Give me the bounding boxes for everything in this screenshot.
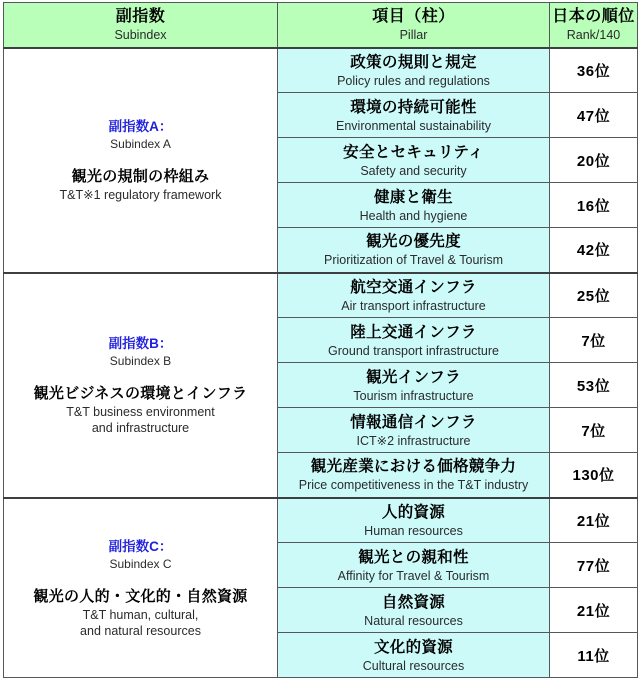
subindex-tag-ja: 副指数B： [108,336,173,351]
subindex-cell-b [4,273,278,498]
subindex-title-en-line: T&T※1 regulatory framework [59,188,222,202]
table-row [4,273,638,318]
subindex-title-en-line: T&T business environment [66,405,215,419]
pillar-name-en: Policy rules and regulations [337,73,490,88]
column-header-pillar-ja: 項目（柱） [372,7,455,25]
pillar-name-en: Affinity for Travel & Tourism [337,568,490,583]
pillar-name-ja: 観光インフラ [366,368,461,386]
subindex-tag-ja: 副指数C： [108,538,173,554]
rank-cell: 21位 [550,498,638,543]
rank-cell: 21位 [550,588,638,633]
rank-cell: 20位 [550,138,638,183]
pillar-cell [278,318,550,363]
pillar-name-en: Prioritization of Travel & Tourism [324,253,503,268]
pillar-name-ja: 情報通信インフラ [350,413,477,431]
subindex-spacer [10,370,271,383]
pillar-name-en: Air transport infrastructure [341,298,486,313]
tt-competitiveness-table [3,2,638,678]
rank-cell: 53位 [550,363,638,408]
pillar-name-en: Human resources [364,523,463,538]
pillar-name-ja: 観光との親和性 [358,548,469,566]
subindex-tag-en: Subindex C [109,556,172,571]
rank-cell: 25位 [550,273,638,318]
pillar-name-en: Cultural resources [362,658,465,673]
pillar-cell [278,183,550,228]
rank-cell: 47位 [550,93,638,138]
pillar-cell [278,588,550,633]
pillar-name-ja: 政策の規則と規定 [350,53,477,71]
pillar-cell [278,228,550,273]
subindex-tag-en: Subindex A [110,137,171,151]
table-row [4,498,638,543]
pillar-cell [278,543,550,588]
pillar-name-en: Environmental sustainability [336,118,491,133]
pillar-cell [278,93,550,138]
pillar-name-en: Tourism infrastructure [353,388,474,403]
pillar-name-ja: 陸上交通インフラ [350,323,477,341]
subindex-title-ja: 観光ビジネスの環境とインフラ [33,385,248,402]
rank-cell: 77位 [550,543,638,588]
column-header-subindex-ja: 副指数 [115,7,166,25]
column-header-rank-en: Rank/140 [566,27,621,42]
subindex-spacer [10,153,271,166]
subindex-title-ja: 観光の人的・文化的・自然資源 [33,587,248,605]
pillar-cell [278,453,550,498]
pillar-name-en: Price competitiveness in the T&T industry [298,478,529,493]
pillar-name-ja: 健康と衛生 [373,188,453,206]
pillar-name-ja: 文化的資源 [373,638,453,656]
subindex-tag-ja: 副指数A： [108,119,173,134]
subindex-title-en-line: and infrastructure [91,421,190,435]
rank-cell: 16位 [550,183,638,228]
column-header-subindex-en: Subindex [114,27,167,42]
pillar-cell [278,363,550,408]
subindex-cell-a [4,48,278,273]
pillar-name-ja: 航空交通インフラ [350,278,477,296]
rank-cell: 36位 [550,48,638,93]
pillar-name-ja: 安全とセキュリティ [343,143,484,161]
pillar-name-en: ICT※2 infrastructure [356,433,471,448]
subindex-cell-c [4,498,278,678]
rank-cell: 7位 [550,318,638,363]
pillar-name-ja: 観光の優先度 [366,233,461,251]
column-header-rank-ja: 日本の順位 [552,7,635,25]
header-row [4,3,638,48]
table-body [4,48,638,678]
pillar-name-en: Ground transport infrastructure [328,343,499,358]
column-header-subindex [4,3,278,48]
rank-cell: 11位 [550,633,638,678]
table-head [4,3,638,48]
subindex-title-en-line: T&T human, cultural, [82,607,199,622]
subindex-tag-en: Subindex B [109,354,172,368]
pillar-cell [278,408,550,453]
subindex-spacer [10,573,271,586]
column-header-pillar-en: Pillar [399,27,428,42]
pillar-name-en: Natural resources [364,613,463,628]
pillar-name-en: Health and hygiene [359,208,468,223]
pillar-cell [278,48,550,93]
subindex-title-ja: 観光の規制の枠組み [71,168,210,185]
pillar-name-ja: 環境の持続可能性 [350,98,477,116]
pillar-cell [278,498,550,543]
rank-cell: 130位 [550,453,638,498]
pillar-cell [278,273,550,318]
pillar-name-ja: 観光産業における価格競争力 [310,458,517,476]
table-row [4,48,638,93]
pillar-cell [278,138,550,183]
pillar-name-ja: 人的資源 [381,503,446,521]
pillar-cell [278,633,550,678]
pillar-name-ja: 自然資源 [381,593,446,611]
column-header-pillar [278,3,550,48]
rank-cell: 7位 [550,408,638,453]
pillar-name-en: Safety and security [360,163,467,178]
subindex-title-en-line: and natural resources [80,623,201,638]
rank-table-sheet [0,2,640,684]
column-header-rank [550,3,638,48]
rank-cell: 42位 [550,228,638,273]
